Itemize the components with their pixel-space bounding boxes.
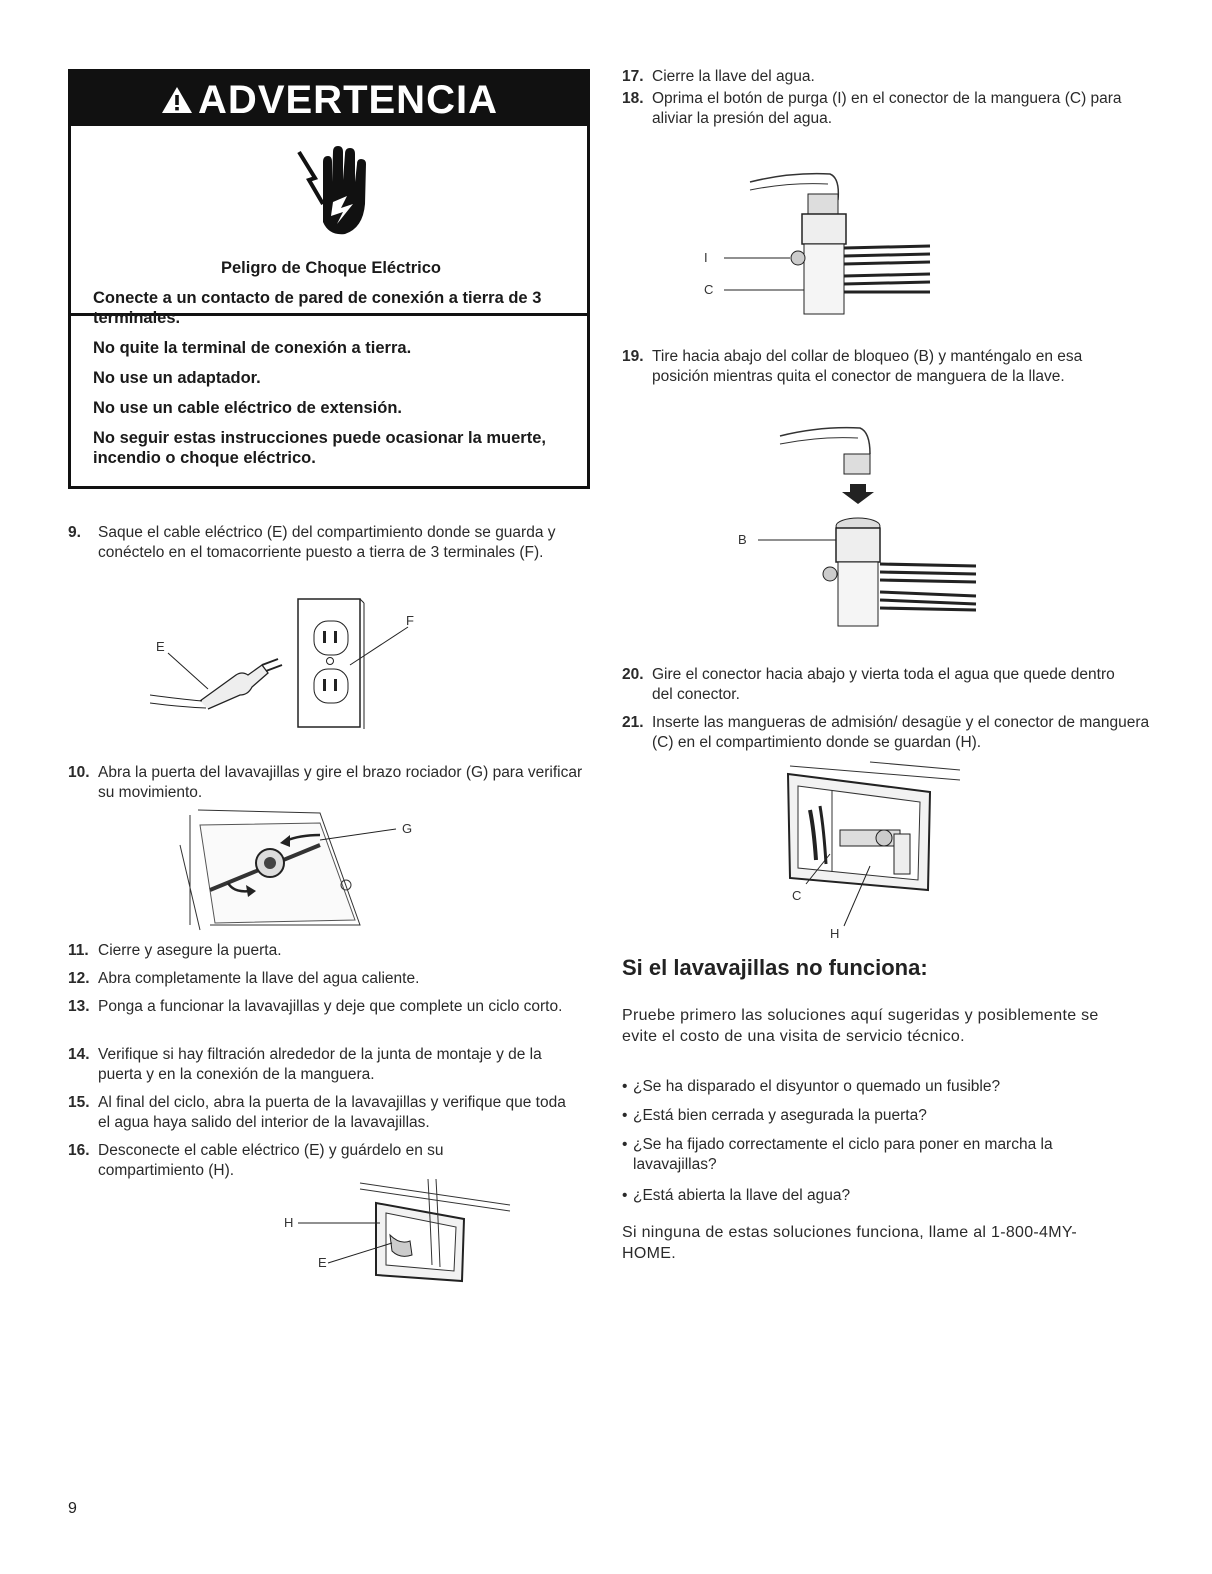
step-19: 19. Tire hacia abajo del collar de bloqueo (B) y manténgalo en esa posición mientras quita el conector de manguera de la llave. (622, 348, 1083, 385)
step-12: 12. Abra completamente la llave del agua caliente. (68, 970, 420, 987)
label-e: E (156, 639, 165, 654)
warning-triangle-icon (160, 85, 194, 115)
warning-title: Peligro de Choque Eléctrico (220, 259, 442, 277)
label-i: I (704, 250, 708, 265)
label-b: B (738, 532, 747, 547)
label-g: G (402, 821, 413, 836)
step-18: 18. Oprima el botón de purga (I) en el conector de la manguera (C) para aliviar la presión del agua. (622, 90, 1122, 127)
warning-line: Conecte a un contacto de pared de conexión a tierra de 3 terminales. (93, 289, 542, 327)
bullet-glyph: • (622, 1107, 628, 1124)
bullet-glyph: • (622, 1187, 628, 1204)
cord-storage-figure (280, 1175, 520, 1290)
electric-shock-hand-icon (293, 142, 373, 242)
label-e: E (318, 1255, 327, 1270)
list-item: • ¿Está bien cerrada y asegurada la puerta? (622, 1107, 927, 1124)
step-15: 15. Al final del ciclo, abra la puerta de la lavavajillas y verifique que toda el agua haya salido del interior de la lavavajillas. (68, 1094, 566, 1131)
label-c: C (792, 888, 802, 903)
warning-box (68, 69, 590, 489)
warning-line: No seguir estas instrucciones puede ocasionar la muerte, incendio o choque eléctrico. (93, 429, 546, 467)
step-10: 10. Abra la puerta del lavavajillas y gire el brazo rociador (G) para verificar su movimiento. (68, 764, 583, 801)
warning-line: No use un adaptador. (93, 369, 261, 387)
warning-line: No use un cable eléctrico de extensión. (93, 399, 403, 417)
step-9: 9. Saque el cable eléctrico (E) del compartimiento donde se guarda y conéctelo en el tomacorriente puesto a tierra de 3 terminales (F). (68, 524, 556, 561)
step-20: 20. Gire el conector hacia abajo y vierta toda el agua que quede dentro del conector. (622, 666, 1115, 703)
hose-storage-figure (770, 760, 970, 940)
purge-button-figure (690, 160, 950, 320)
warning-line: No quite la terminal de conexión a tierra. (93, 339, 412, 357)
section-title: Si el lavavajillas no funciona: (622, 955, 928, 980)
label-c: C (704, 282, 714, 297)
step-21: 21. Inserte las mangueras de admisión/ desagüe y el conector de manguera (C) en el compartimiento donde se guardan (H). (622, 714, 1150, 751)
troubleshoot-closing: Si ninguna de estas soluciones funciona, llame al 1-800-4MY-HOME. (622, 1224, 1078, 1262)
list-item: • ¿Está abierta la llave del agua? (622, 1187, 851, 1204)
troubleshoot-intro: Pruebe primero las soluciones aquí sugeridas y posiblemente se evite el costo de una visita de servicio técnico. (622, 1007, 1099, 1045)
bullet-glyph: • (622, 1078, 628, 1095)
step-14: 14. Verifique si hay filtración alrededor de la junta de montaje y de la puerta y en la conexión de la manguera. (68, 1046, 542, 1083)
list-item: • ¿Se ha disparado el disyuntor o quemado un fusible? (622, 1078, 1001, 1095)
step-13: 13. Ponga a funcionar la lavavajillas y deje que complete un ciclo corto. (68, 998, 563, 1015)
step-11: 11. Cierre y asegure la puerta. (68, 942, 282, 959)
warning-header-text: ADVERTENCIA (198, 78, 498, 122)
plug-outlet-figure (150, 595, 430, 735)
bullet-glyph: • (622, 1136, 628, 1153)
step-17: 17. Cierre la llave del agua. (622, 68, 815, 85)
label-h: H (830, 926, 840, 940)
list-item: • ¿Se ha fijado correctamente el ciclo para poner en marcha la lavavajillas? (622, 1136, 1053, 1173)
warning-body (93, 258, 569, 478)
label-h: H (284, 1215, 294, 1230)
page-number: 9 (68, 1500, 77, 1517)
locking-collar-figure (720, 418, 990, 633)
spray-arm-figure (170, 805, 430, 935)
warning-header (71, 72, 587, 126)
step-16: 16. Desconecte el cable eléctrico (E) y guárdelo en su compartimiento (H). (68, 1142, 444, 1179)
label-f: F (406, 613, 414, 628)
